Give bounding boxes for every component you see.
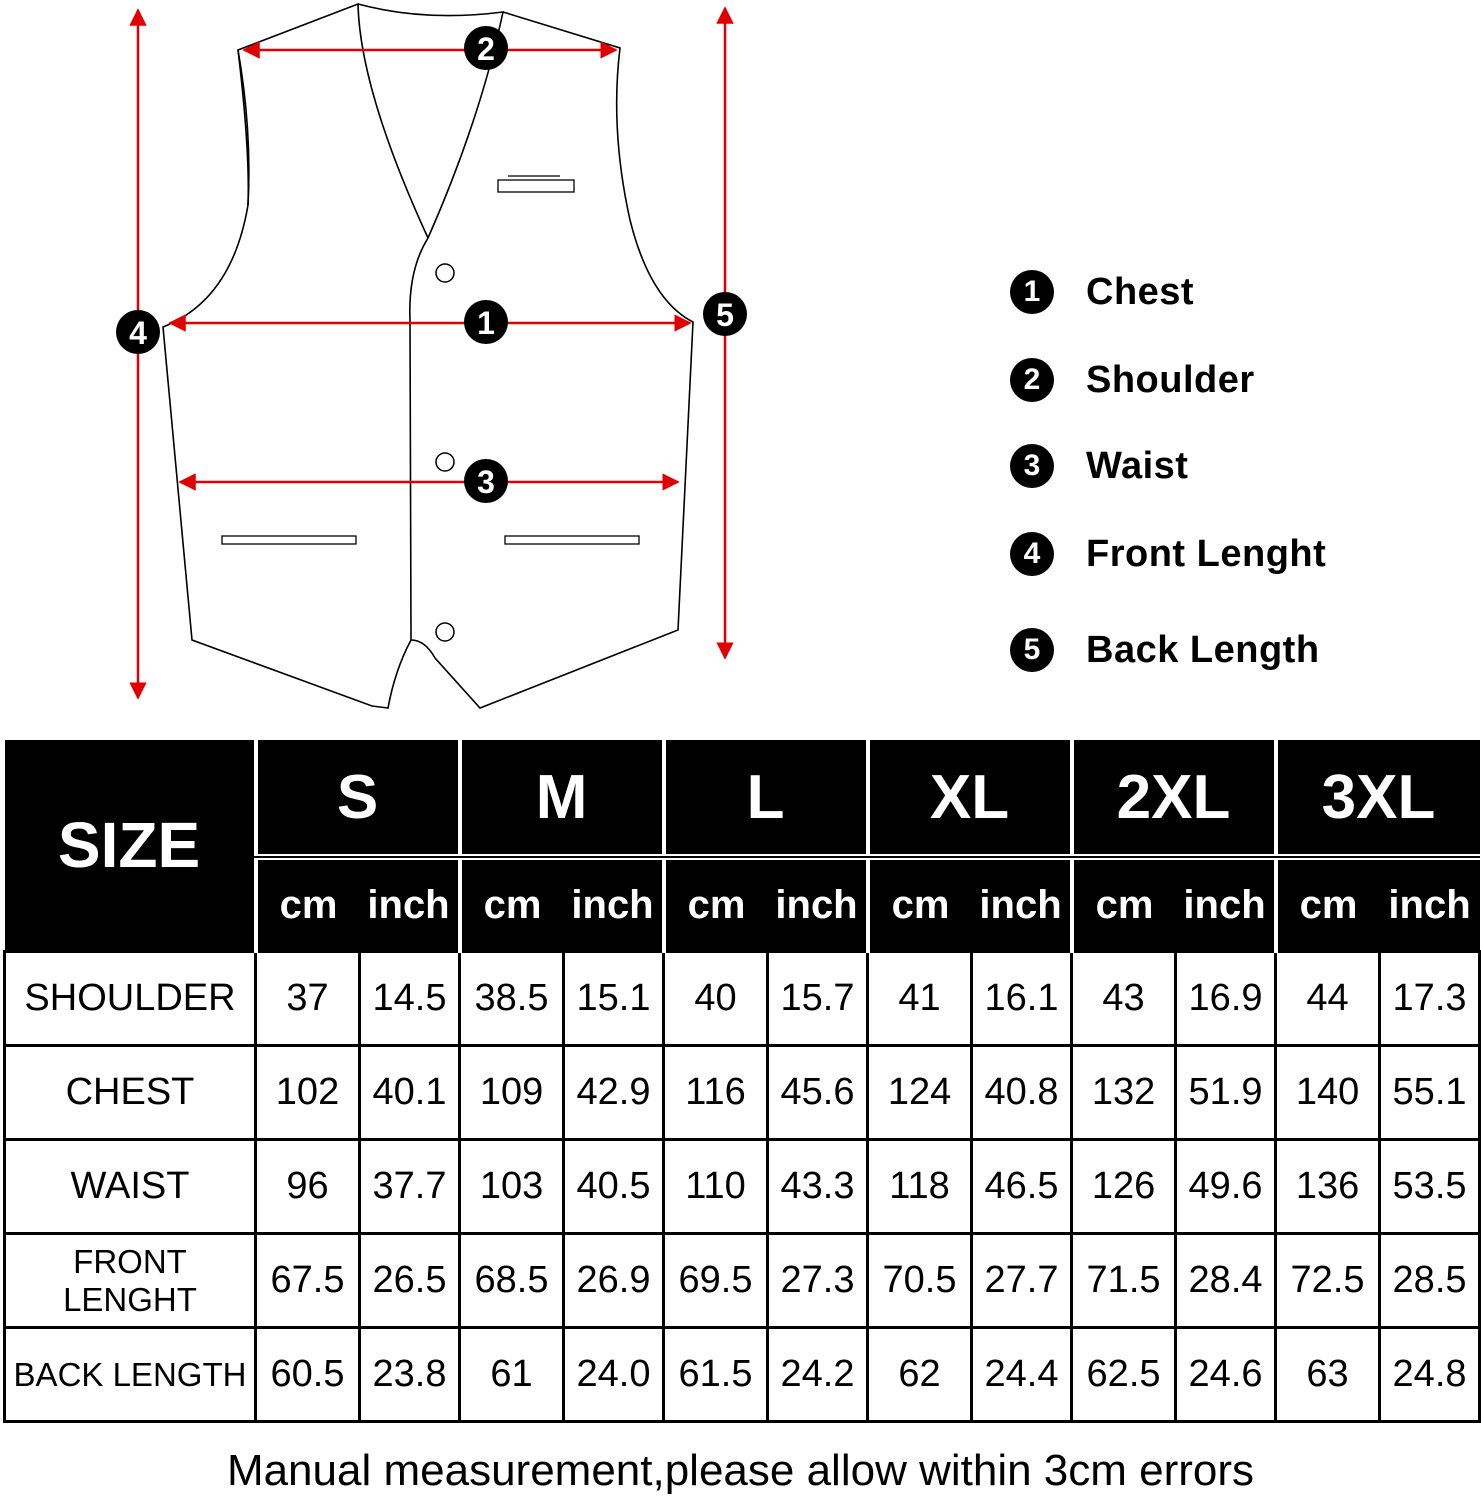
size-chart-table [3, 740, 1481, 1423]
table-row-shoulder [5, 952, 1480, 1046]
table-cell: 40.8 [972, 1046, 1072, 1140]
table-cell: 45.6 [768, 1046, 868, 1140]
legend-label: Back Length [1086, 628, 1320, 671]
size-header-row [5, 740, 1480, 857]
unit-header-inch: inch [564, 857, 664, 952]
table-cell: 16.1 [972, 952, 1072, 1046]
table-cell: 24.4 [972, 1328, 1072, 1422]
table-cell: 24.8 [1380, 1328, 1480, 1422]
size-corner-label: SIZE [5, 740, 256, 952]
table-cell: 46.5 [972, 1140, 1072, 1234]
table-cell: 14.5 [360, 952, 460, 1046]
table-cell: 40 [664, 952, 768, 1046]
table-cell: 96 [256, 1140, 360, 1234]
marker-number: 4 [129, 315, 147, 351]
unit-header-inch: inch [1176, 857, 1276, 952]
table-cell: 43 [1072, 952, 1176, 1046]
table-cell: 118 [868, 1140, 972, 1234]
table-cell: 67.5 [256, 1234, 360, 1328]
legend-number-badge: 1 [1010, 270, 1054, 314]
table-cell: 124 [868, 1046, 972, 1140]
table-cell: 132 [1072, 1046, 1176, 1140]
table-row-front-length [5, 1234, 1480, 1328]
row-label: BACK LENGTH [5, 1328, 256, 1422]
row-label: CHEST [5, 1046, 256, 1140]
table-cell: 49.6 [1176, 1140, 1276, 1234]
table-cell: 40.5 [564, 1140, 664, 1234]
table-cell: 17.3 [1380, 952, 1480, 1046]
legend-label: Front Lenght [1086, 532, 1327, 575]
vest-button-icon [436, 453, 454, 471]
legend-number-badge: 3 [1010, 444, 1054, 488]
table-cell: 63 [1276, 1328, 1380, 1422]
table-cell: 70.5 [868, 1234, 972, 1328]
row-label: WAIST [5, 1140, 256, 1234]
unit-header-cm: cm [1276, 857, 1380, 952]
legend-label: Waist [1086, 444, 1189, 487]
table-cell: 28.4 [1176, 1234, 1276, 1328]
legend-item-front-length [1010, 532, 1326, 576]
table-cell: 61 [460, 1328, 564, 1422]
table-cell: 71.5 [1072, 1234, 1176, 1328]
legend-item-waist [1010, 444, 1188, 488]
table-cell: 41 [868, 952, 972, 1046]
table-cell: 43.3 [768, 1140, 868, 1234]
vest-button-icon [436, 623, 454, 641]
unit-header-cm: cm [256, 857, 360, 952]
table-cell: 24.2 [768, 1328, 868, 1422]
size-table-body [5, 952, 1480, 1422]
table-cell: 62 [868, 1328, 972, 1422]
legend-number-badge: 4 [1010, 532, 1054, 576]
table-row-chest [5, 1046, 1480, 1140]
table-cell: 16.9 [1176, 952, 1276, 1046]
marker-number: 2 [477, 31, 495, 67]
table-cell: 24.6 [1176, 1328, 1276, 1422]
legend-label: Chest [1086, 270, 1195, 313]
size-header-s: S [256, 740, 460, 857]
size-header-l: L [664, 740, 868, 857]
unit-header-cm: cm [460, 857, 564, 952]
legend-label: Shoulder [1086, 358, 1255, 401]
table-cell: 61.5 [664, 1328, 768, 1422]
marker-number: 1 [477, 305, 495, 341]
table-cell: 40.1 [360, 1046, 460, 1140]
table-cell: 44 [1276, 952, 1380, 1046]
table-cell: 69.5 [664, 1234, 768, 1328]
table-row-back-length [5, 1328, 1480, 1422]
table-cell: 116 [664, 1046, 768, 1140]
marker-number: 3 [477, 464, 495, 500]
size-header-m: M [460, 740, 664, 857]
unit-header-inch: inch [1380, 857, 1480, 952]
vest-button-icon [436, 264, 454, 282]
table-cell: 136 [1276, 1140, 1380, 1234]
measurement-arrows [138, 8, 725, 698]
legend-number-badge: 5 [1010, 628, 1054, 672]
table-cell: 37 [256, 952, 360, 1046]
table-cell: 26.9 [564, 1234, 664, 1328]
unit-header-cm: cm [868, 857, 972, 952]
unit-header-inch: inch [768, 857, 868, 952]
row-label: SHOULDER [5, 952, 256, 1046]
marker-number: 5 [716, 297, 734, 333]
table-cell: 72.5 [1276, 1234, 1380, 1328]
legend-item-chest [1010, 270, 1194, 314]
table-cell: 42.9 [564, 1046, 664, 1140]
legend-item-back-length [1010, 628, 1320, 672]
table-cell: 23.8 [360, 1328, 460, 1422]
marker-chest [464, 300, 508, 344]
table-cell: 140 [1276, 1046, 1380, 1140]
table-cell: 24.0 [564, 1328, 664, 1422]
table-cell: 103 [460, 1140, 564, 1234]
marker-front-length [116, 310, 160, 354]
table-cell: 110 [664, 1140, 768, 1234]
unit-header-inch: inch [360, 857, 460, 952]
unit-header-cm: cm [664, 857, 768, 952]
table-cell: 62.5 [1072, 1328, 1176, 1422]
size-header-3xl: 3XL [1276, 740, 1480, 857]
table-row-waist [5, 1140, 1480, 1234]
vest-diagram [0, 0, 800, 730]
table-cell: 38.5 [460, 952, 564, 1046]
table-cell: 126 [1072, 1140, 1176, 1234]
legend-item-shoulder [1010, 358, 1255, 402]
row-label: FRONT LENGHT [5, 1234, 256, 1328]
unit-header-inch: inch [972, 857, 1072, 952]
table-cell: 26.5 [360, 1234, 460, 1328]
table-cell: 51.9 [1176, 1046, 1276, 1140]
table-cell: 27.7 [972, 1234, 1072, 1328]
table-cell: 60.5 [256, 1328, 360, 1422]
table-cell: 15.1 [564, 952, 664, 1046]
legend-number-badge: 2 [1010, 358, 1054, 402]
size-header-xl: XL [868, 740, 1072, 857]
unit-header-cm: cm [1072, 857, 1176, 952]
table-cell: 55.1 [1380, 1046, 1480, 1140]
table-cell: 68.5 [460, 1234, 564, 1328]
table-cell: 102 [256, 1046, 360, 1140]
table-cell: 15.7 [768, 952, 868, 1046]
marker-shoulder [464, 26, 508, 70]
size-header-2xl: 2XL [1072, 740, 1276, 857]
marker-waist [464, 459, 508, 503]
table-cell: 37.7 [360, 1140, 460, 1234]
marker-back-length [703, 292, 747, 336]
table-cell: 28.5 [1380, 1234, 1480, 1328]
table-cell: 109 [460, 1046, 564, 1140]
table-cell: 27.3 [768, 1234, 868, 1328]
table-cell: 53.5 [1380, 1140, 1480, 1234]
measurement-disclaimer: Manual measurement,please allow within 3cm errors [226, 1446, 1255, 1495]
vest-outline [163, 4, 693, 708]
